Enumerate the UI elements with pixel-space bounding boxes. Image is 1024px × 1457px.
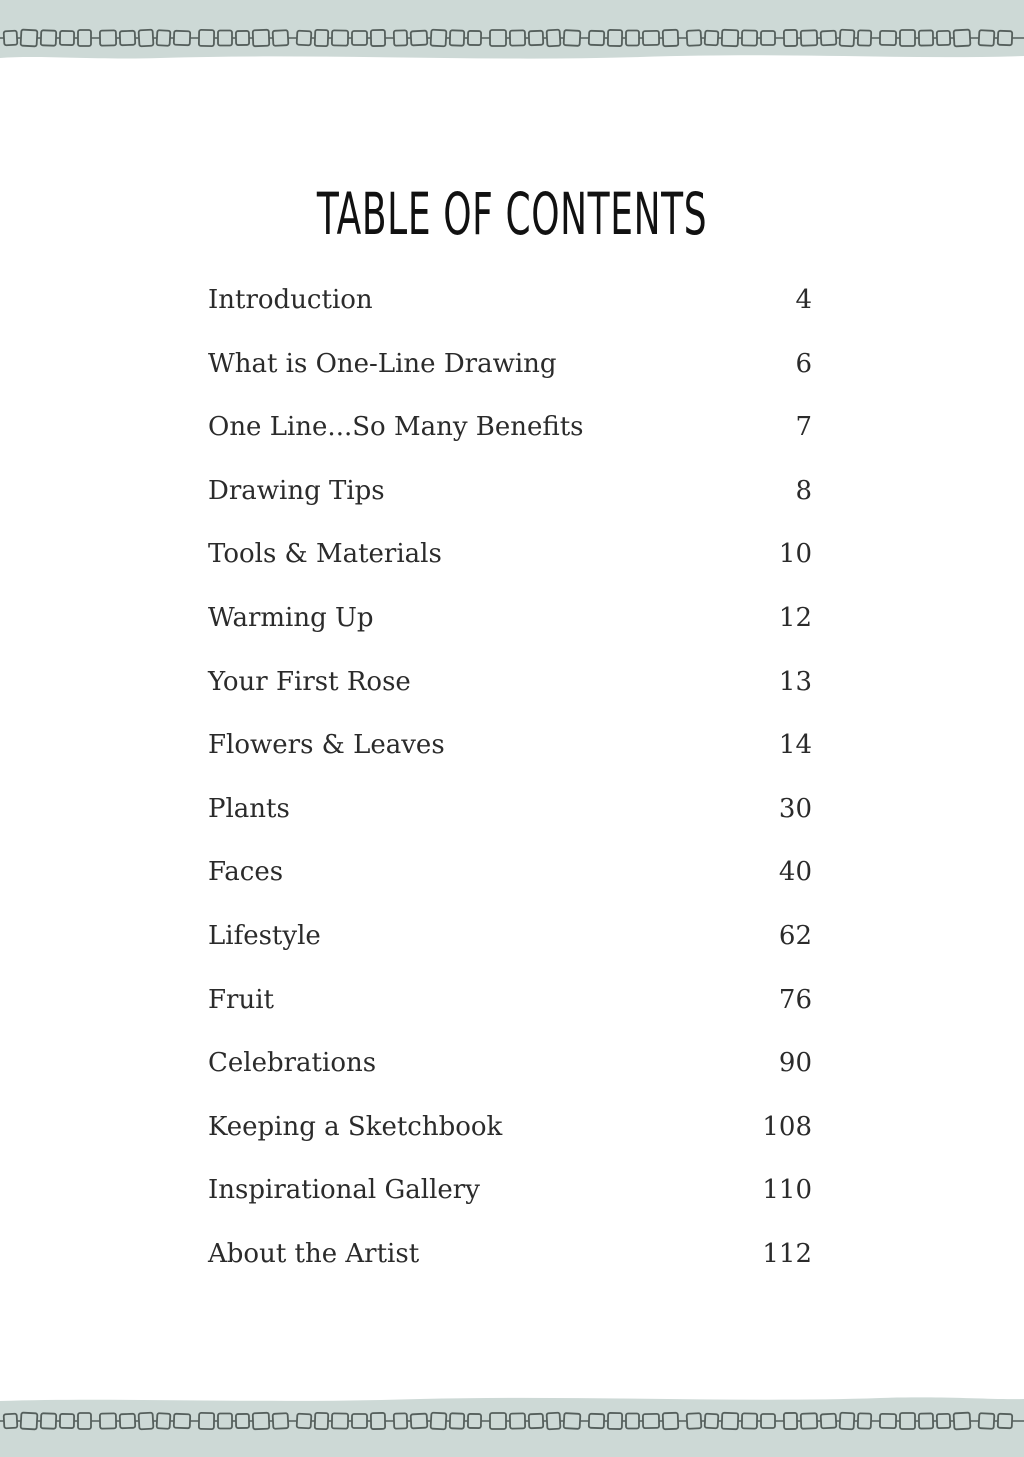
- stitch-square: [297, 31, 312, 46]
- page-title: TABLE OF CONTENTS: [316, 180, 708, 248]
- stitch-square: [218, 31, 232, 46]
- stitch-square: [120, 31, 135, 46]
- dot-leader: [448, 534, 773, 560]
- stitch-square: [490, 30, 506, 46]
- toc-page-number: 76: [778, 984, 812, 1015]
- toc-entry-one-line-so-many-benefits[interactable]: [208, 409, 812, 473]
- dot-leader: [486, 1170, 756, 1196]
- stitch-square: [273, 30, 289, 46]
- stitch-square: [411, 31, 428, 46]
- stitch-square: [218, 1414, 232, 1429]
- toc-entry-label: One Line...So Many Benefits: [208, 412, 584, 443]
- toc-entry-warming-up[interactable]: [208, 600, 812, 664]
- toc-entry-label: Celebrations: [208, 1048, 377, 1079]
- stitch-square: [100, 1413, 116, 1428]
- toc-entry-label: Introduction: [208, 285, 373, 315]
- stitch-square: [564, 1413, 581, 1429]
- stitch-square: [801, 30, 818, 46]
- stitch-square: [840, 30, 855, 47]
- toc-page-number: 62: [778, 920, 812, 951]
- stitch-square: [490, 1413, 506, 1429]
- dot-leader: [508, 1107, 756, 1133]
- toc-entry-celebrations[interactable]: [208, 1045, 812, 1109]
- stitch-square: [937, 31, 950, 45]
- dot-leader: [590, 407, 790, 433]
- stitch-square: [371, 30, 385, 46]
- stitch-square: [643, 1414, 659, 1428]
- stitch-square: [529, 1414, 543, 1428]
- stitch-square: [564, 30, 581, 46]
- stitch-square: [236, 31, 249, 45]
- stitch-square: [919, 1413, 933, 1428]
- stitch-square: [742, 30, 757, 45]
- bottom-border: [0, 1395, 1024, 1457]
- stitch-square: [157, 30, 171, 46]
- toc-entry-label: Inspirational Gallery: [208, 1175, 480, 1206]
- stitch-square: [394, 1413, 408, 1428]
- toc-entry-label: Fruit: [208, 984, 274, 1015]
- toc-entry-introduction[interactable]: [208, 282, 812, 346]
- toc-entry-your-first-rose[interactable]: [208, 664, 812, 728]
- stitch-square: [60, 31, 74, 45]
- stitch-square: [687, 1413, 702, 1429]
- toc-page-number: 10: [778, 539, 812, 570]
- stitch-square: [979, 30, 995, 46]
- dot-leader: [280, 980, 773, 1006]
- stitch-square: [297, 1414, 312, 1429]
- stitch-square: [784, 1413, 797, 1429]
- toc-entry-label: Warming Up: [208, 602, 374, 633]
- stitch-square: [174, 1414, 190, 1429]
- stitch-square: [626, 31, 639, 46]
- dot-leader: [417, 662, 773, 688]
- toc-entry-label: Tools & Materials: [208, 539, 442, 570]
- stitch-square: [663, 1413, 679, 1430]
- toc-page-number: 90: [778, 1048, 812, 1079]
- toc-entry-tools-materials[interactable]: [208, 536, 812, 600]
- stitch-square: [998, 31, 1012, 45]
- stitch-square: [687, 30, 702, 46]
- toc-page-number: 6: [795, 348, 812, 379]
- toc-entry-label: Lifestyle: [208, 920, 321, 951]
- stitch-square: [626, 1414, 639, 1429]
- dot-leader: [289, 852, 773, 878]
- stitch-square: [394, 30, 408, 45]
- stitch-square: [468, 1414, 481, 1428]
- stitch-square: [900, 30, 915, 46]
- toc-page-number: 4: [795, 285, 812, 315]
- stitch-square: [236, 1414, 249, 1428]
- stitch-square: [705, 1414, 719, 1429]
- stitch-square: [100, 30, 116, 45]
- stitch-square: [273, 1413, 289, 1429]
- stitch-square: [352, 31, 367, 45]
- stitch-square: [450, 30, 465, 45]
- toc-entry-label: About the Artist: [208, 1238, 420, 1269]
- stitch-square: [900, 1413, 915, 1429]
- toc-page-number: 110: [762, 1175, 812, 1206]
- toc-entry-fruit[interactable]: [208, 982, 812, 1046]
- toc-entry-what-is-one-line-drawing[interactable]: [208, 346, 812, 410]
- stitch-square: [529, 31, 543, 45]
- stitch-square: [41, 1413, 57, 1429]
- stitch-square: [858, 1413, 872, 1428]
- dot-leader: [327, 916, 773, 942]
- stitch-square: [954, 30, 971, 47]
- dot-leader: [391, 471, 790, 497]
- stitch-square: [371, 1413, 385, 1429]
- dot-leader: [451, 725, 773, 751]
- stitched-band-icon: [0, 1395, 1024, 1457]
- stitch-square: [821, 1414, 837, 1429]
- dot-leader: [379, 280, 790, 306]
- stitch-square: [60, 1414, 74, 1428]
- stitch-square: [332, 1413, 348, 1428]
- stitch-square: [858, 30, 872, 45]
- stitch-square: [139, 1413, 154, 1430]
- stitch-square: [547, 30, 561, 47]
- stitch-square: [41, 30, 57, 46]
- stitch-square: [253, 30, 270, 47]
- stitch-square: [919, 30, 933, 45]
- stitch-square: [120, 1414, 135, 1429]
- toc-entry-drawing-tips[interactable]: [208, 473, 812, 537]
- stitch-square: [332, 30, 348, 45]
- stitch-square: [315, 30, 329, 46]
- dot-leader: [296, 789, 773, 815]
- stitch-square: [937, 1414, 950, 1428]
- stitch-square: [979, 1413, 995, 1429]
- stitch-square: [998, 1414, 1012, 1428]
- stitch-square: [643, 31, 659, 45]
- stitch-square: [253, 1413, 270, 1430]
- toc-entry-faces[interactable]: [208, 854, 812, 918]
- stitch-square: [840, 1413, 855, 1430]
- top-border: [0, 0, 1024, 62]
- stitch-square: [608, 1413, 622, 1429]
- toc-page-number: 12: [778, 602, 812, 633]
- stitch-square: [761, 31, 775, 45]
- stitch-square: [21, 30, 38, 47]
- toc-entry-label: Plants: [208, 793, 290, 824]
- stitch-square: [663, 30, 679, 47]
- dot-leader: [380, 598, 773, 624]
- stitch-square: [784, 30, 797, 46]
- stitch-square: [761, 1414, 775, 1428]
- toc-page-number: 7: [795, 412, 812, 443]
- stitch-square: [589, 1414, 604, 1429]
- stitch-square: [315, 1413, 329, 1429]
- stitch-square: [431, 1413, 447, 1430]
- stitch-square: [821, 31, 837, 46]
- stitch-square: [801, 1413, 818, 1429]
- toc-list: [208, 282, 812, 1300]
- stitch-square: [705, 31, 719, 46]
- toc-entry-label: Faces: [208, 857, 284, 888]
- stitch-square: [174, 31, 190, 46]
- stitch-square: [722, 30, 739, 47]
- stitch-square: [608, 30, 622, 46]
- toc-page-number: 30: [778, 793, 812, 824]
- toc-page-number: 112: [762, 1238, 812, 1269]
- stitch-square: [199, 30, 214, 46]
- toc-entry-label: Keeping a Sketchbook: [208, 1111, 503, 1142]
- toc-page-number: 14: [778, 730, 812, 761]
- toc-entry-plants[interactable]: [208, 791, 812, 855]
- stitch-square: [742, 1413, 757, 1428]
- stitch-square: [880, 31, 896, 45]
- stitch-square: [4, 1414, 18, 1429]
- toc-entry-label: Flowers & Leaves: [208, 730, 445, 761]
- stitch-square: [722, 1413, 739, 1430]
- stitch-square: [4, 31, 18, 46]
- stitch-square: [510, 1413, 525, 1428]
- toc-entry-inspirational-gallery[interactable]: [208, 1172, 812, 1236]
- stitch-square: [547, 1413, 561, 1430]
- toc-entry-label: Your First Rose: [208, 666, 411, 697]
- stitch-square: [880, 1414, 896, 1428]
- stitch-square: [411, 1414, 428, 1429]
- toc-entry-label: Drawing Tips: [208, 475, 385, 506]
- toc-entry-keeping-a-sketchbook[interactable]: [208, 1109, 812, 1173]
- toc-page-number: 108: [762, 1111, 812, 1142]
- toc-entry-lifestyle[interactable]: [208, 918, 812, 982]
- stitch-square: [199, 1413, 214, 1429]
- dot-leader: [563, 344, 790, 370]
- toc-page-number: 13: [778, 666, 812, 697]
- toc-entry-label: What is One-Line Drawing: [208, 348, 557, 379]
- dot-leader: [425, 1234, 756, 1260]
- stitched-band-icon: [0, 0, 1024, 62]
- stitch-square: [157, 1413, 171, 1429]
- stitch-square: [139, 30, 154, 47]
- stitch-square: [431, 30, 447, 47]
- toc-page-number: 40: [778, 857, 812, 888]
- dot-leader: [382, 1043, 773, 1069]
- stitch-square: [450, 1413, 465, 1428]
- toc-entry-flowers-leaves[interactable]: [208, 727, 812, 791]
- stitch-square: [78, 30, 91, 46]
- stitch-square: [589, 31, 604, 46]
- toc-page-number: 8: [795, 475, 812, 506]
- stitch-square: [510, 30, 525, 45]
- stitch-square: [954, 1413, 971, 1430]
- stitch-square: [352, 1414, 367, 1428]
- stitch-square: [468, 31, 481, 45]
- band-background: [0, 0, 1024, 59]
- stitch-square: [78, 1413, 91, 1429]
- toc-entry-about-the-artist[interactable]: [208, 1236, 812, 1300]
- stitch-square: [21, 1413, 38, 1430]
